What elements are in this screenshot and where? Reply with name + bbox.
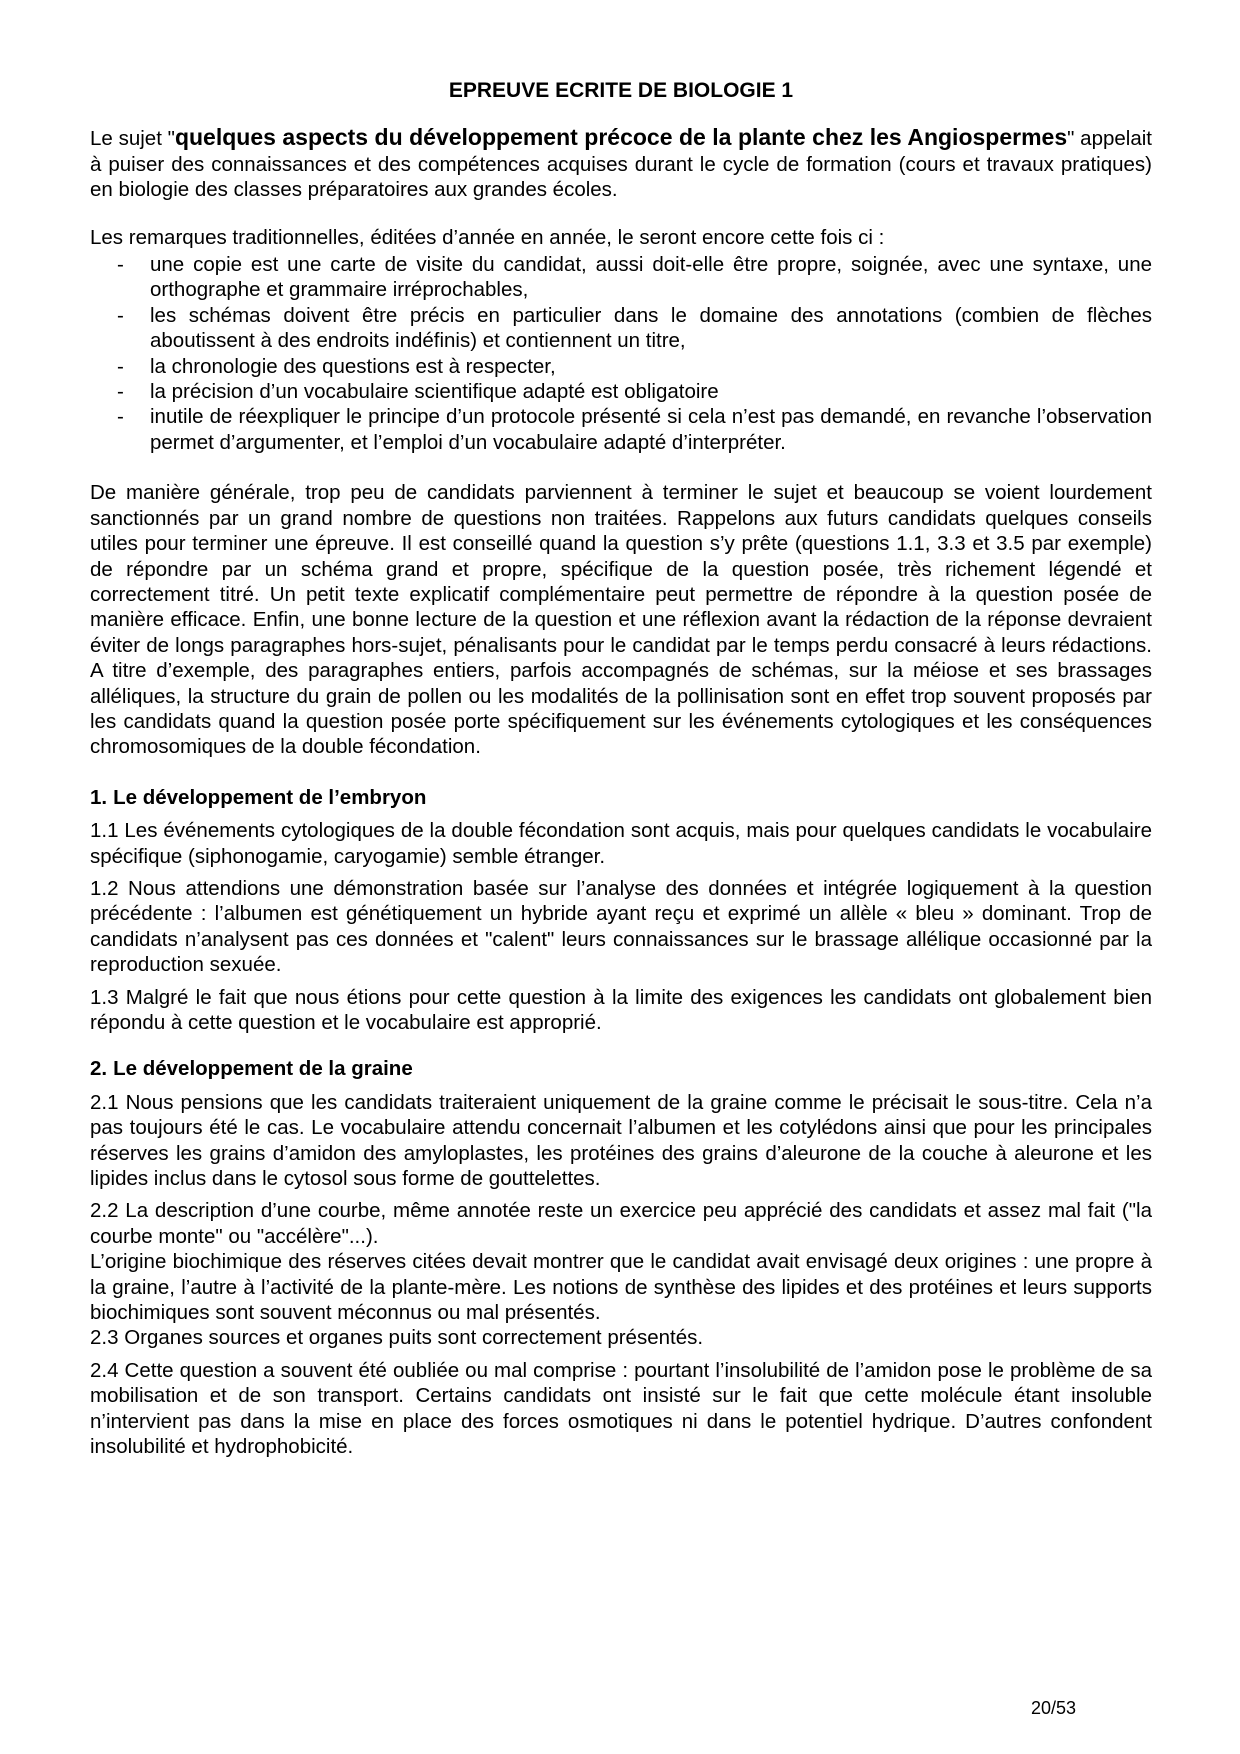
- paragraph-1-2: 1.2 Nous attendions une démonstration basée sur l’analyse des données et intégrée logiquement à la question précédente : l’albumen est génétiquement un hybride ayant reçu et exprimé un allèle « bleu » dominant. Trop de candidats n’analysent pas ces données et "calent" leurs connaissances sur le brassage allélique occasionné par la reproduction sexuée.: [90, 876, 1152, 977]
- remarks-lead: Les remarques traditionnelles, éditées d’année en année, le seront encore cette fois ci :: [90, 225, 885, 249]
- remark-item: - la précision d’un vocabulaire scientifique adapté est obligatoire: [117, 380, 719, 404]
- paragraph-1-1: 1.1 Les événements cytologiques de la double fécondation sont acquis, mais pour quelques candidats le vocabulaire spécifique (siphonogamie, caryogamie) semble étranger.: [90, 819, 1152, 868]
- paragraph-2-3: 2.3 Organes sources et organes puits sont correctement présentés.: [90, 1326, 704, 1350]
- list-dash: -: [117, 380, 124, 404]
- section-title: Le développement de l’embryon: [113, 785, 427, 809]
- page-title: EPREUVE ECRITE DE BIOLOGIE 1: [448, 79, 794, 102]
- section-heading-2: [90, 1056, 1152, 1081]
- remark-item: - inutile de réexpliquer le principe d’un protocole présenté si cela n’est pas demandé, en revanche l’observation permet d’argumenter, et l’emploi d’un vocabulaire adapté d’interpréter.: [117, 405, 1152, 454]
- list-dash: -: [117, 405, 124, 429]
- paragraph-1-3: 1.3 Malgré le fait que nous étions pour cette question à la limite des exigences les candidats ont globalement bien répondu à cette question et le vocabulaire est approprié.: [90, 985, 1152, 1034]
- page-number: 20/53: [1031, 1698, 1077, 1718]
- paragraph-2-2: 2.2 La description d’une courbe, même annotée reste un exercice peu apprécié des candidats et assez mal fait ("la courbe monte" ou "accélère"...).: [90, 1199, 1152, 1248]
- remarks-list: [90, 252, 1152, 455]
- paragraph-2-1: 2.1 Nous pensions que les candidats traiteraient uniquement de la graine comme le précisait le sous-titre. Cela n’a pas toujours été le cas. Le vocabulaire attendu concernait l’albumen et les cotylédons ainsi que pour les principales réserves les grains d’amidon des amyloplastes, les protéines des grains d’aleurone de la couche à aleurone et les lipides inclus dans le cytosol sous forme de gouttelettes.: [90, 1090, 1152, 1191]
- intro-before: Le sujet ": [90, 127, 175, 151]
- section-title: Le développement de la graine: [113, 1057, 413, 1081]
- section-number: 2.: [90, 1057, 108, 1081]
- general-paragraph: De manière générale, trop peu de candidats parviennent à terminer le sujet et beaucoup se voient lourdement sanctionnés par un grand nombre de questions non traitées. Rappelons aux futurs candidats quelques conseils utiles pour terminer une épreuve. Il est conseillé quand la question s’y prête (questions 1.1, 3.3 et 3.5 par exemple) de répondre par un schéma grand et propre, spécifique de la question posée, très richement légendé et correctement titré. Un petit texte explicatif complémentaire peut permettre de répondre à la question posée de manière efficace. Enfin, une bonne lecture de la question et une réflexion avant la rédaction de la réponse devraient éviter de longs paragraphes hors-sujet, pénalisants pour le candidat par le temps perdu consacré à leurs rédactions. A titre d’exemple, des paragraphes entiers, parfois accompagnés de schémas, sur la méiose et ses brassages alléliques, la structure du grain de pollen ou les modalités de la pollinisation sont en effet trop souvent proposés par les candidats quand la question posée porte spécifiquement sur les événements cytologiques et les conséquences chromosomiques de la double fécondation.: [90, 481, 1152, 759]
- subject-title: quelques aspects du développement précoce de la plante chez les Angiospermes: [174, 124, 1068, 151]
- document-page: [90, 78, 1152, 1467]
- remark-item: - la chronologie des questions est à respecter,: [117, 354, 556, 378]
- intro-after: " appelait à puiser des connaissances et des compétences acquises durant le cycle de formation (cours et travaux pratiques) en biologie des classes préparatoires aux grandes écoles.: [90, 127, 1152, 202]
- paragraph-2-4: 2.4 Cette question a souvent été oubliée ou mal comprise : pourtant l’insolubilité de l’amidon pose le problème de sa mobilisation et de son transport. Certains candidats ont insisté sur le fait que cette molécule étant insoluble n’intervient pas dans la mise en place des forces osmotiques ni dans le potentiel hydrique. D’autres confondent insolubilité et hydrophobicité.: [90, 1358, 1152, 1459]
- list-dash: -: [117, 354, 124, 378]
- remark-item: - les schémas doivent être précis en particulier dans le domaine des annotations (combien de flèches aboutissent à des endroits indéfinis) et contiennent un titre,: [117, 303, 1152, 353]
- list-dash: -: [117, 253, 124, 277]
- section-heading-1: [90, 785, 1152, 810]
- paragraph-2-2-continued: L’origine biochimique des réserves citées devait montrer que le candidat avait envisagé deux origines : une propre à la graine, l’autre à l’activité de la plante-mère. Les notions de synthèse des lipides et des protéines et leurs supports biochimiques sont souvent méconnus ou mal présentés.: [90, 1250, 1152, 1325]
- section-number: 1.: [90, 785, 108, 809]
- intro-paragraph: [90, 125, 1152, 202]
- list-dash: -: [117, 303, 124, 327]
- remark-item: - une copie est une carte de visite du candidat, aussi doit-elle être propre, soignée, avec une syntaxe, une orthographe et grammaire irréprochables,: [117, 253, 1152, 302]
